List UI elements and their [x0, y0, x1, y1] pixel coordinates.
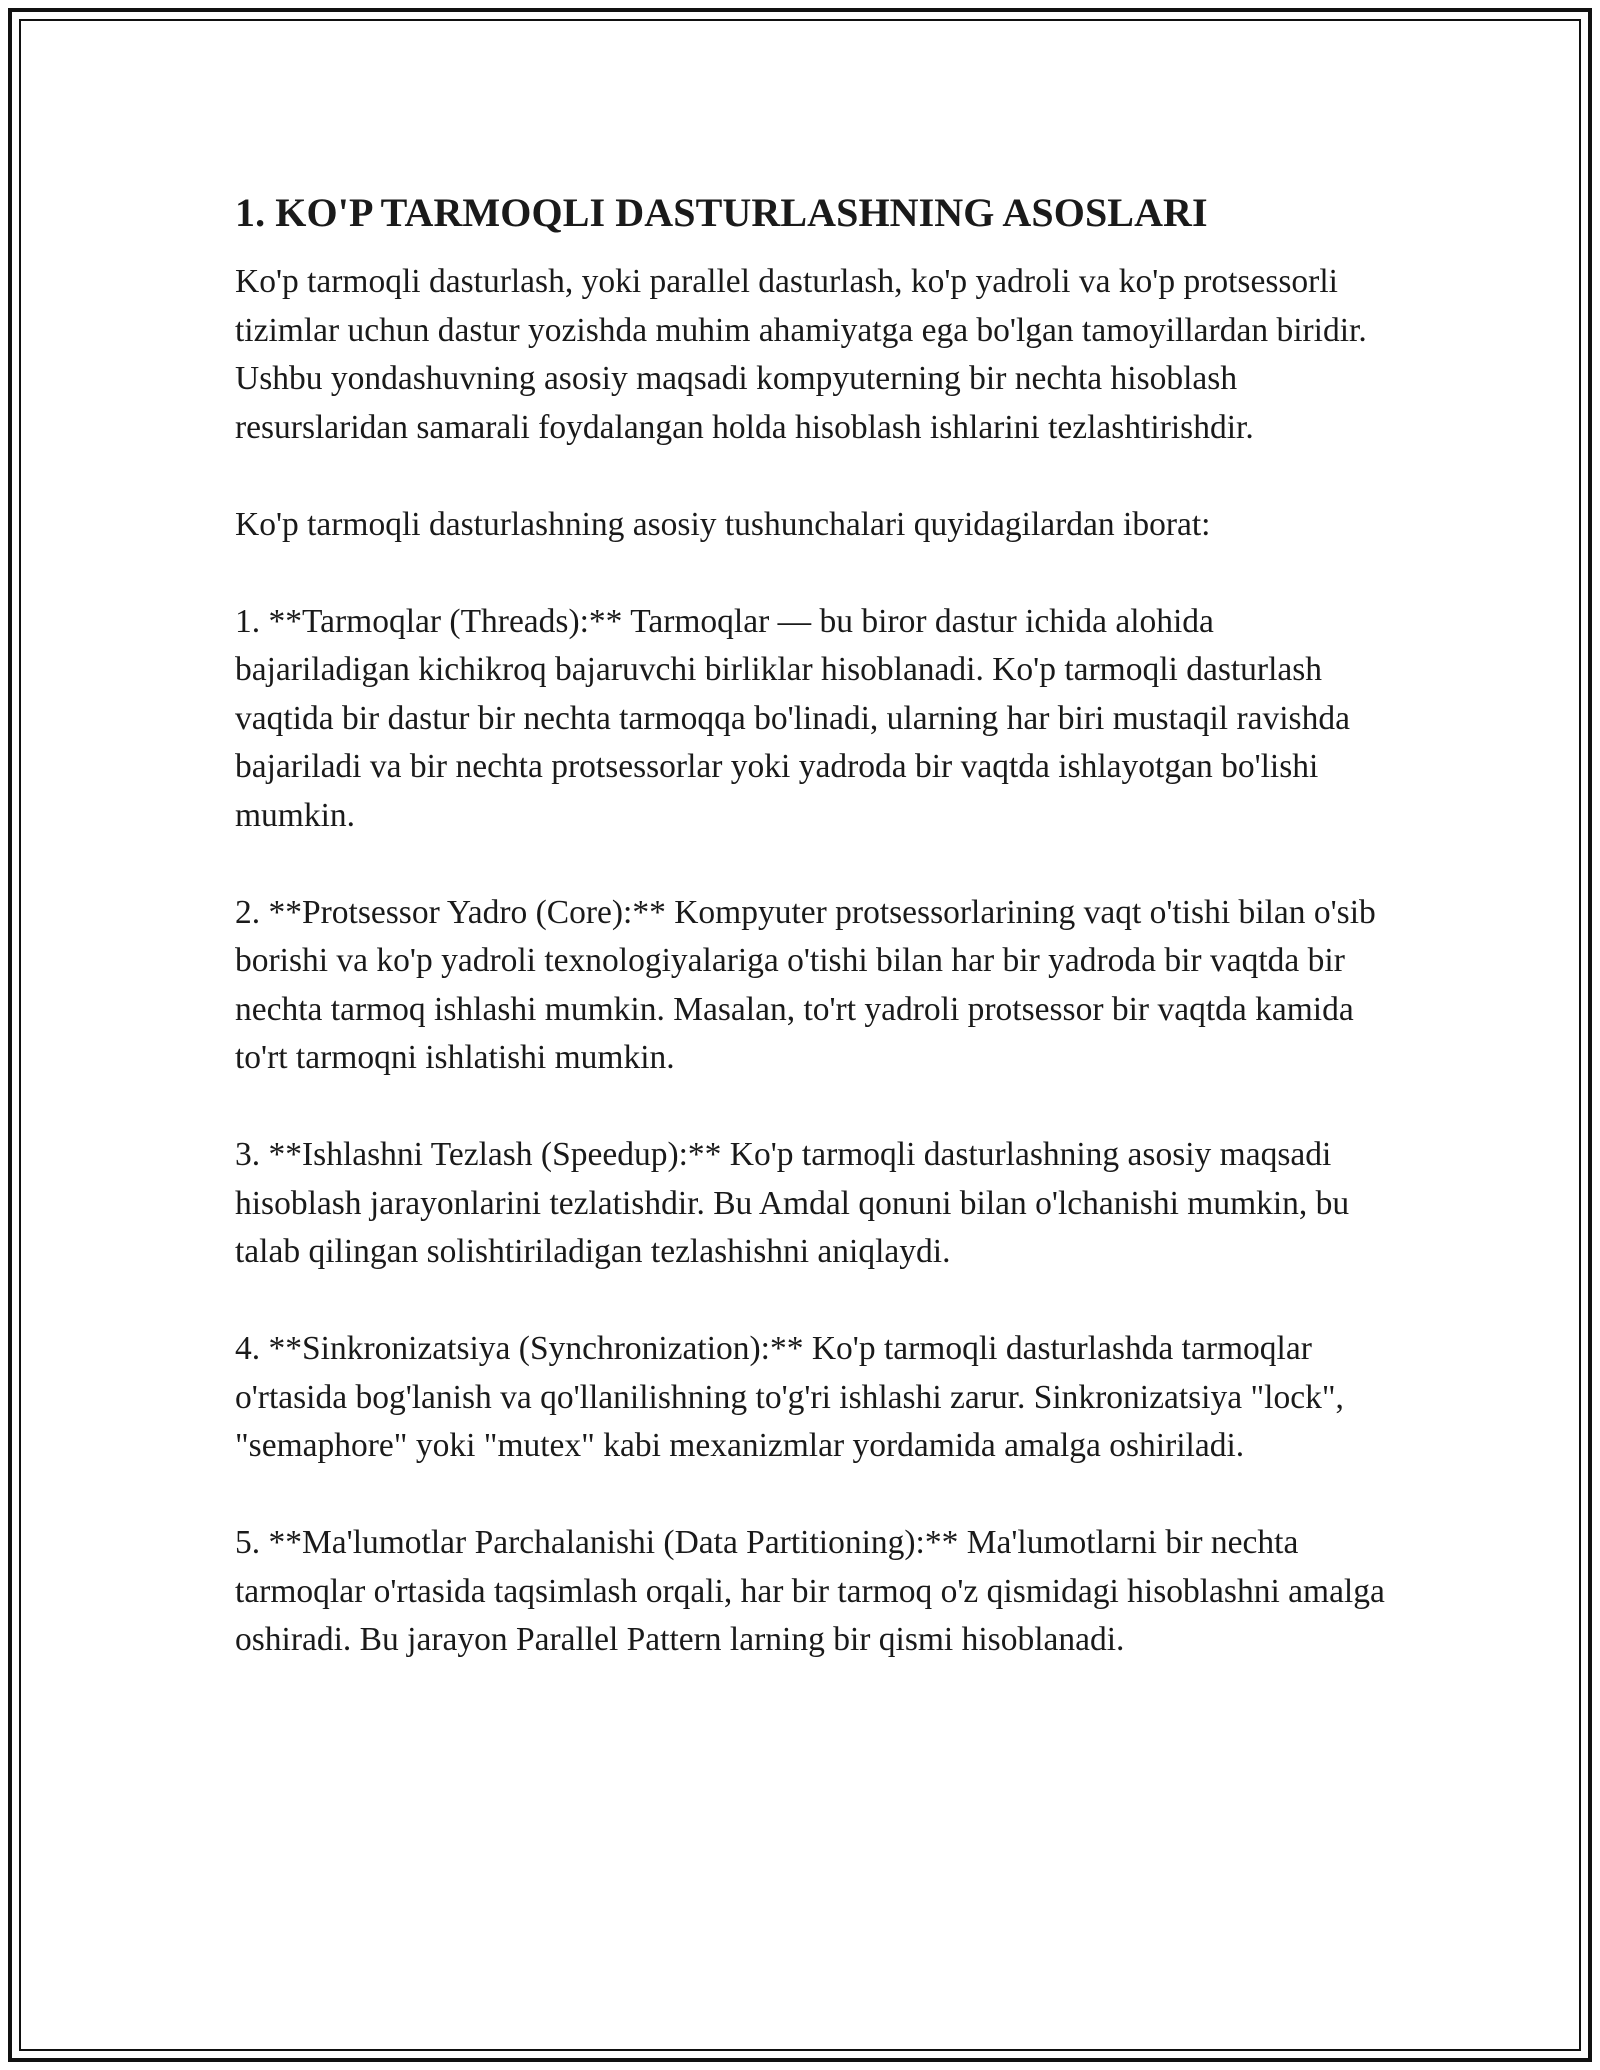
concepts-lead-paragraph: Ko'p tarmoqli dasturlashning asosiy tushunchalari quyidagilardan iborat: — [235, 505, 1211, 543]
list-item-synchronization: 4. **Sinkronizatsiya (Synchronization):** Ko'p tarmoqli dasturlashda tarmoqlar o'rtasida bog'lanish va qo'llanilishning to'g'ri ishlashi zarur. Sinkronizatsiya "lock", "semaphore" yoki "mutex" kabi mexanizmlar yordamida amalga oshiriladi. — [235, 1330, 1344, 1464]
list-item-threads: 1. **Tarmoqlar (Threads):** Tarmoqlar — bu biror dastur ichida alohida bajariladigan kichikroq bajaruvchi birliklar hisoblanadi. Ko'p tarmoqli dasturlash vaqtida bir dastur bir nechta tarmoqqa bo'linadi, ularning har biri mustaqil ravishda bajariladi va bir nechta protsessorlar yoki yadroda bir vaqtda ishlayotgan bo'lishi mumkin. — [235, 602, 1350, 834]
list-item-speedup: 3. **Ishlashni Tezlash (Speedup):** Ko'p tarmoqli dasturlashning asosiy maqsadi hisoblash jarayonlarini tezlatishdir. Bu Amdal qonuni bilan o'lchanishi mumkin, bu talab qilingan solishtiriladigan tezlashishni aniqlaydi. — [235, 1136, 1350, 1270]
intro-paragraph: Ko'p tarmoqli dasturlash, yoki parallel dasturlash, ko'p yadroli va ko'p protsessorli tizimlar uchun dastur yozishda muhim ahamiyatga ega bo'lgan tamoyillardan biridir. Ushbu yondashuvning asosiy maqsadi kompyuterning bir nechta hisoblash resurslaridan samarali foydalangan holda hisoblash ishlarini tezlashtirishdir. — [235, 263, 1367, 446]
list-item-core: 2. **Protsessor Yadro (Core):** Kompyuter protsessorlarining vaqt o'tishi bilan o'sib borishi va ko'p yadroli texnologiyalariga o'tishi bilan har bir yadroda bir vaqtda bir nechta tarmoq ishlashi mumkin. Masalan, to'rt yadroli protsessor bir vaqtda kamida to'rt tarmoqni ishlatishi mumkin. — [235, 893, 1376, 1076]
list-item-data-partitioning: 5. **Ma'lumotlar Parchalanishi (Data Partitioning):** Ma'lumotlarni bir nechta tarmoqlar o'rtasida taqsimlash orqali, har bir tarmoq o'z qismidagi hisoblashni amalga oshiradi. Bu jarayon Parallel Pattern larning bir qismi hisoblanadi. — [235, 1524, 1385, 1658]
document-title: 1. KO'P TARMOQLI DASTURLASHNING ASOSLARI — [235, 190, 1208, 235]
document-body — [235, 186, 1385, 1713]
